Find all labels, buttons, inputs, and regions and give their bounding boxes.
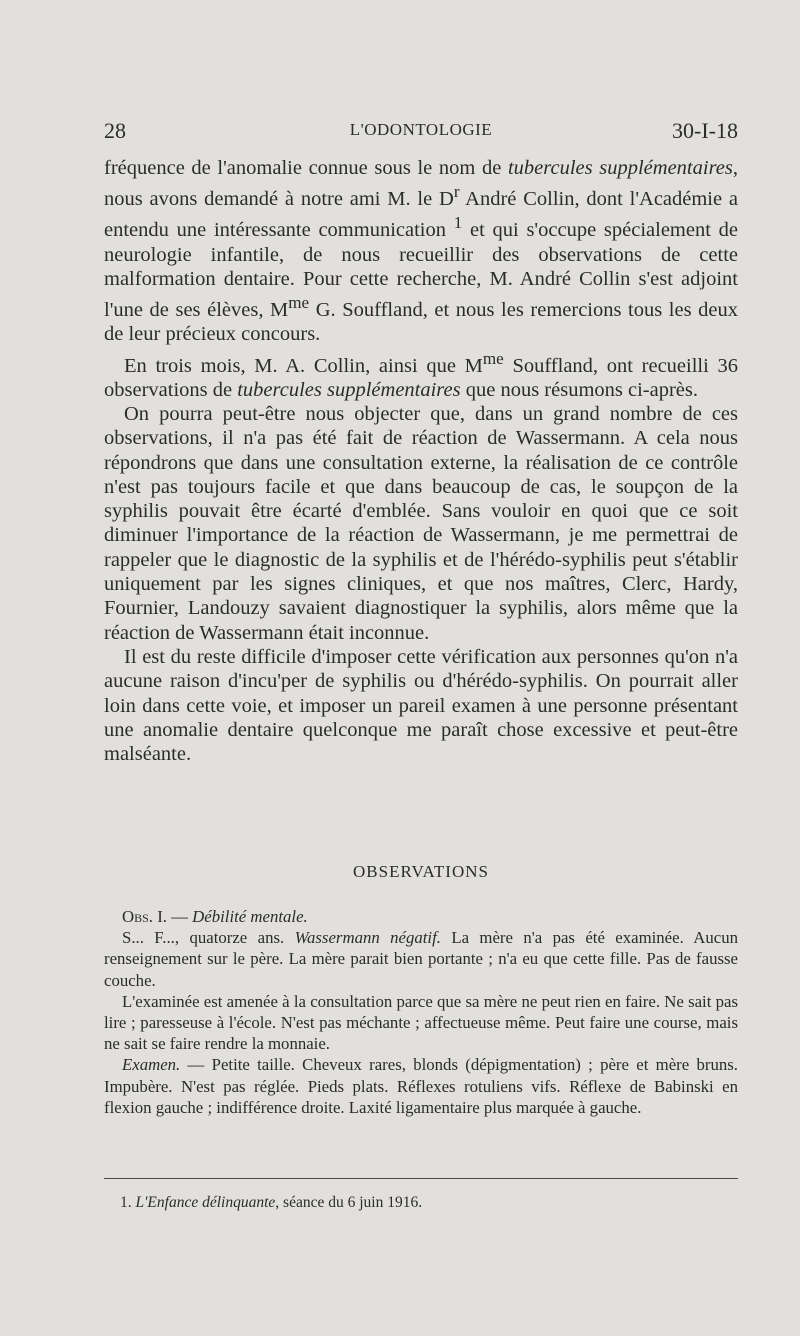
superscript: r xyxy=(453,182,460,202)
obs-number: I. — xyxy=(153,907,193,926)
footnote-rule xyxy=(104,1178,738,1179)
text-run: que nous résumons ci-après. xyxy=(460,378,699,401)
text-run: André Collin, dont l'Académie a entendu une intéressante communication xyxy=(104,188,738,242)
page-number: 28 xyxy=(104,118,126,143)
italic-term: Wassermann négatif. xyxy=(294,928,441,948)
running-title: L'ODONTOLOGIE xyxy=(349,120,493,139)
text-run: , nous avons demandé à notre ami M. le D xyxy=(104,157,738,211)
observation-block xyxy=(104,906,738,1118)
footnote xyxy=(120,1194,730,1212)
section-title: OBSERVATIONS xyxy=(353,862,489,881)
text-run: G. Souffland, et nous les remercions tous les deux de leur précieux concours. xyxy=(104,298,738,346)
footnote-number: 1. xyxy=(120,1194,132,1211)
paragraph-4: Il est du reste difficile d'imposer cette vérification aux personnes qu'on n'a aucune raison d'incu'per de syphilis ou d'hérédo-syphilis. On pourrait aller loin dans cette voie, et imposer un pareil examen à une personne présentant une anomalie dentaire quelconque me paraît chose excessive et peut-être malséante. xyxy=(104,645,738,766)
paragraph-1 xyxy=(104,156,738,347)
text-run: En trois mois, M. A. Collin, ainsi que M xyxy=(124,354,483,377)
observation-line-2: L'examinée est amenée à la consultation parce que sa mère ne peut rien en faire. Ne sait pas lire ; paresseuse à l'école. N'est pas méchante ; affectueuse même. Peut faire une course, mais ne sait se faire rendre la monnaie. xyxy=(104,991,738,1054)
footnote-title: L'Enfance délinquante xyxy=(135,1194,276,1211)
obs-label: Obs. xyxy=(122,907,153,926)
paragraph-2 xyxy=(104,347,738,402)
italic-term: Examen. xyxy=(122,1055,181,1075)
text-run: fréquence de l'anomalie connue sous le nom de xyxy=(104,157,508,179)
observation-line-1 xyxy=(104,927,738,991)
superscript: me xyxy=(482,348,504,368)
issue-date: 30-I-18 xyxy=(672,118,738,143)
footnote-text: , séance du 6 juin 1916. xyxy=(275,1194,423,1211)
text-run: La mère n'a pas été examinée. Aucun renseignement sur le père. La mère parait bien portante ; n'a eu que cette fille. Pas de fausse couche. xyxy=(104,928,738,990)
paragraph-3: On pourra peut-être nous objecter que, dans un grand nombre de ces observations, il n'a pas été fait de réaction de Wassermann. A cela nous répondrons que dans une consultation externe, la réalisation de ce contrôle n'est pas toujours facile et que dans beaucoup de cas, le soupçon de la syphilis pouvait être écarté d'emblée. Sans vouloir en quoi que ce soit diminuer l'importance de la réaction de Wassermann, je me permettrai de rappeler que le diagnostic de la syphilis et de l'hérédo-syphilis peut s'établir uniquement par les signes cliniques, et que nos maîtres, Clerc, Hardy, Fournier, Landouzy savaient diagnostiquer la syphilis, alors même que la réaction de Wassermann était inconnue. xyxy=(104,402,738,644)
text-run: et qui s'occupe spécialement de neurologie infantile, de nous recueillir des observations de cette malformation dentaire. Pour cette recherche, M. André Collin s'est adjoint l'une de ses élèves, M xyxy=(104,219,738,321)
superscript: me xyxy=(288,293,310,313)
italic-term: tubercules supplémentaires xyxy=(507,157,733,179)
italic-term: tubercules supplémentaires xyxy=(237,378,461,401)
main-text xyxy=(104,156,738,766)
page-header xyxy=(104,118,738,148)
footnote-marker: 1 xyxy=(453,213,463,233)
observation-line-3 xyxy=(104,1054,738,1118)
observation-heading xyxy=(104,906,738,927)
text-run: S... F..., quatorze ans. xyxy=(122,928,295,948)
text-run: — Petite taille. Cheveux rares, blonds (dépigmentation) ; père et mère bruns. Impubère. N'est pas réglée. Pieds plats. Réflexes rotuliens vifs. Réflexe de Babinski en flexion gauche ; indifférence droite. Laxité ligamentaire plus marquée à gauche. xyxy=(104,1055,738,1117)
text-run: Souffland, ont recueilli 36 observations de xyxy=(104,354,738,401)
obs-diagnosis: Débilité mentale. xyxy=(192,907,308,926)
